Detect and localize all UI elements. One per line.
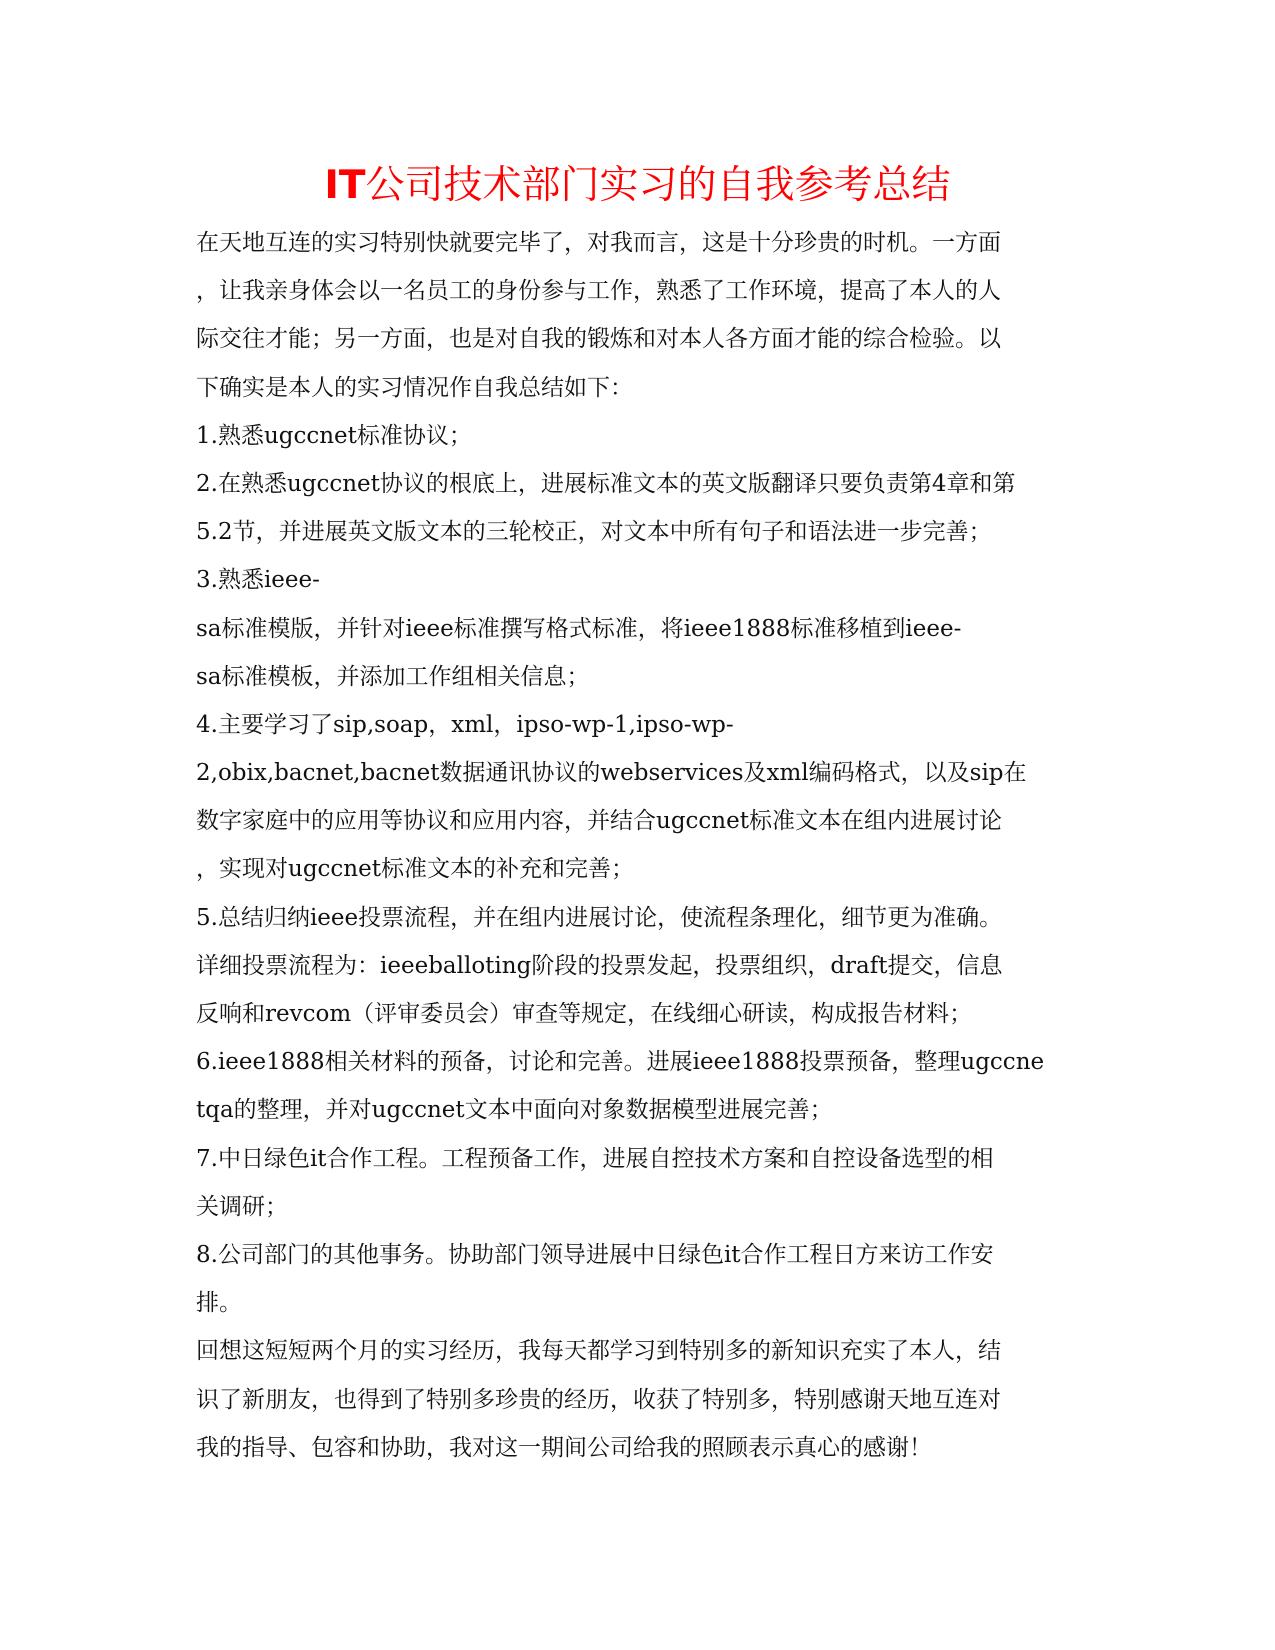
closing-paragraph-line: 识了新朋友，也得到了特别多珍贵的经历，收获了特别多，特别感谢天地互连对 (196, 1386, 1001, 1413)
list-item-3-cont: sa标准模版，并针对ieee标准撰写格式标准，将ieee1888标准移植到ieee- (196, 615, 962, 642)
list-item-6-cont: tqa的整理，并对ugccnet文本中面向对象数据模型进展完善； (196, 1097, 833, 1124)
title-text: 公司技术部门实习的自我参考总结 (365, 163, 951, 208)
list-item-5-cont: 反响和revcom（评审委员会）审查等规定，在线细心研读，构成报告材料； (196, 1001, 973, 1027)
document-body (196, 219, 1076, 1472)
list-item-1: 1.熟悉ugccnet标准协议； (196, 422, 472, 449)
body-line: 际交往才能；另一方面，也是对自我的锻炼和对本人各方面才能的综合检验。以 (196, 326, 1001, 353)
list-item-8: 8.公司部门的其他事务。协助部门领导进展中日绿色it合作工程日方来访工作安 (196, 1241, 994, 1268)
closing-paragraph-line: 我的指导、包容和协助，我对这一期间公司给我的照顾表示真心的感谢！ (196, 1434, 932, 1461)
document-title (0, 162, 1275, 210)
body-line: ，让我亲身体会以一名员工的身份参与工作，熟悉了工作环境，提高了本人的人 (196, 278, 1001, 305)
list-item-3-cont: sa标准模板，并添加工作组相关信息； (196, 663, 590, 690)
list-item-4-cont: ，实现对ugccnet标准文本的补充和完善； (196, 856, 634, 883)
list-item-8-cont: 排。 (196, 1290, 242, 1317)
list-item-6: 6.ieee1888相关材料的预备，讨论和完善。进展ieee1888投票预备，整理ugccne (196, 1049, 1045, 1076)
closing-paragraph-line: 回想这短短两个月的实习经历，我每天都学习到特别多的新知识充实了本人，结 (196, 1338, 1001, 1365)
list-item-2-cont: 5.2节，并进展英文版文本的三轮校正，对文本中所有句子和语法进一步完善； (196, 519, 992, 546)
list-item-4: 4.主要学习了sip,soap，xml，ipso-wp-1,ipso-wp- (196, 711, 734, 738)
body-line: 下确实是本人的实习情况作自我总结如下： (196, 374, 633, 401)
body-line: 在天地互连的实习特别快就要完毕了，对我而言，这是十分珍贵的时机。一方面 (196, 230, 1001, 256)
list-item-4-cont: 数字家庭中的应用等协议和应用内容，并结合ugccnet标准文本在组内进展讨论 (196, 808, 1002, 835)
list-item-4-cont: 2,obix,bacnet,bacnet数据通讯协议的webservices及xml编码格式，以及sip在 (196, 760, 1027, 787)
title-latin-prefix: IT (324, 163, 366, 208)
list-item-2: 2.在熟悉ugccnet协议的根底上，进展标准文本的英文版翻译只要负责第4章和第 (196, 470, 1016, 497)
list-item-7: 7.中日绿色it合作工程。工程预备工作，进展自控技术方案和自控设备选型的相 (196, 1145, 994, 1172)
list-item-3: 3.熟悉ieee- (196, 567, 320, 594)
list-item-5: 5.总结归纳ieee投票流程，并在组内进展讨论，使流程条理化，细节更为准确。 (196, 904, 1003, 931)
list-item-5-cont: 详细投票流程为：ieeeballoting阶段的投票发起，投票组织，draft提交，信息 (196, 952, 1003, 979)
list-item-7-cont: 关调研； (196, 1193, 288, 1220)
